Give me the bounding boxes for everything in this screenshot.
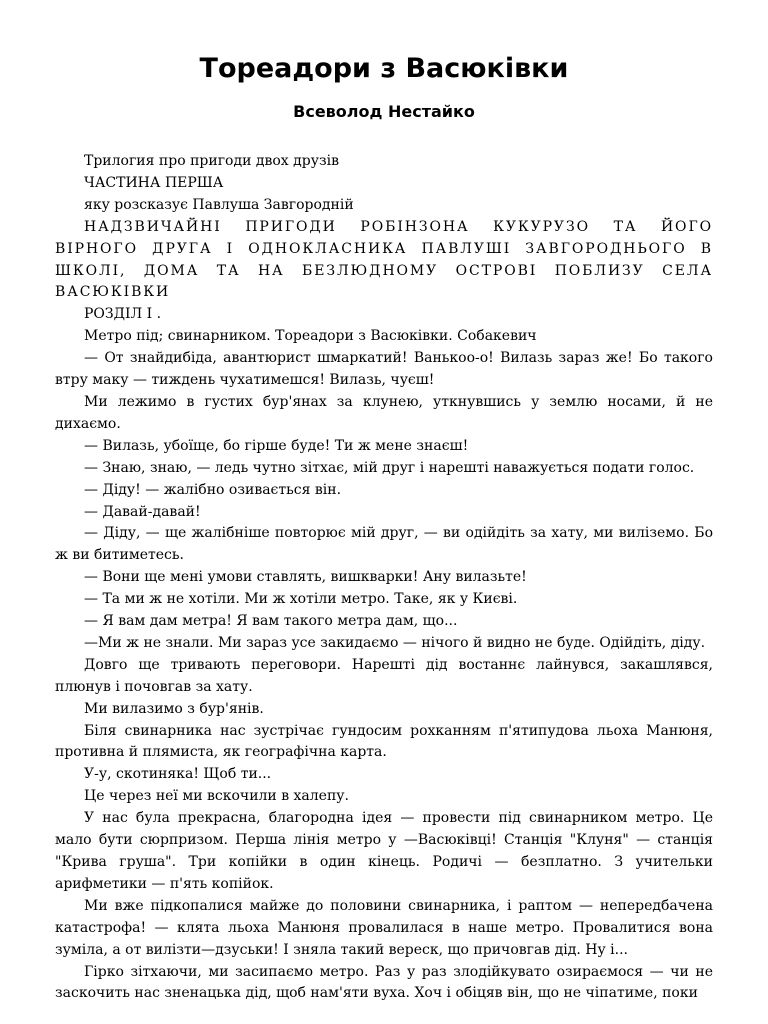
paragraph: — Вилазь, убоїще, бо гірше буде! Ти ж мене знаєш!	[84, 437, 469, 454]
paragraph-caps-heading: НАДЗВИЧАЙНІ ПРИГОДИ РОБІНЗОНА КУКУРУЗО ТА ЙОГО ВІРНОГО ДРУГА І ОДНОКЛАСНИКА ПАВЛУШІ ЗАВГОРОДНЬОГО В ШКОЛІ, ДОМА ТА НА БЕЗЛЮДНОМУ ОСТРОВІ ПОБЛИЗУ СЕЛА ВАСЮКІВКИ	[55, 218, 713, 301]
paragraph: — Діду, — ще жалібніше повторює мій друг, — ви одійдіть за хату, ми виліземо. Бо ж ви битиметесь.	[55, 525, 713, 564]
paragraph: Ми вилазимо з бур'янів.	[84, 700, 264, 717]
paragraph: — Та ми ж не хотіли. Ми ж хотіли метро. Таке, як у Києві.	[84, 591, 518, 608]
paragraph: Гірко зітхаючи, ми засипаємо метро. Раз у раз злодійкувато озираємося — чи не заскочить нас зненацька дід, щоб нам'яти вуха. Хоч і обіцяв він, що не чіпатиме, поки	[55, 963, 713, 1002]
paragraph: Ми лежимо в густих бур'янах за клунею, уткнувшись у землю носами, й не дихаємо.	[55, 393, 713, 432]
paragraph: — Знаю, знаю, — ледь чутно зітхає, мій друг і нарешті наважується подати голос.	[84, 459, 695, 476]
paragraph: Ми вже підкопалися майже до половини свинарника, і раптом — непередбачена катастрофа! — клята льоха Манюня провалилася в наше метро. Провалитися вона зуміла, а от вилізти—дзуськи! І зняла такий вереск, що причовгав дід. Ну і...	[55, 897, 713, 958]
paragraph: ЧАСТИНА ПЕРША	[84, 174, 224, 191]
paragraph: Метро під; свинарником. Тореадори з Васюківки. Собакевич	[84, 328, 537, 345]
paragraph: — Давай-давай!	[84, 503, 201, 520]
paragraph: — Я вам дам метра! Я вам такого метра дам, що...	[84, 613, 458, 630]
paragraph: — Діду! — жалібно озивається він.	[84, 481, 342, 498]
paragraph: Довго ще тривають переговори. Нарешті дід востаннє лайнувся, закашлявся, плюнув і почовгав за хату.	[55, 656, 713, 695]
body-text	[55, 151, 713, 1005]
chapter-heading: РОЗДІЛ I .	[84, 306, 162, 323]
paragraph: —Ми ж не знали. Ми зараз усе закидаємо — нічого й видно не буде. Одійдіть, діду.	[84, 634, 706, 651]
paragraph: Біля свинарника нас зустрічає гундосим рохканням п'ятипудова льоха Манюня, противна й плямиста, як географічна карта.	[55, 722, 713, 761]
paragraph: — Вони ще мені умови ставлять, вишкварки! Ану вилазьте!	[84, 569, 527, 586]
paragraph: Це через неї ми вскочили в халепу.	[84, 788, 349, 805]
paragraph: яку розсказує Павлуша Завгородній	[84, 196, 354, 213]
paragraph: У нас була прекрасна, благородна ідея — провести під свинарником метро. Це мало бути сюрпризом. Перша лінія метро у —Васюківці! Станція "Клуня" — станція "Крива груша". Три копійки в один кінець. Родичі — безплатно. З учительки арифметики — п'ять копійок.	[55, 810, 713, 892]
paragraph: Трилогия про пригоди двох друзів	[84, 153, 339, 169]
paragraph: — От знайдибіда, авантюрист шмаркатий! Ванькоо-о! Вилазь зараз же! Бо такого втру маку — тиждень чухатимешся! Вилазь, чуєш!	[55, 350, 713, 389]
book-title: Тореадори з Васюківки	[199, 53, 569, 84]
book-author: Всеволод Нестайко	[293, 102, 475, 121]
paragraph: У-у, скотиняка! Щоб ти...	[84, 766, 272, 783]
